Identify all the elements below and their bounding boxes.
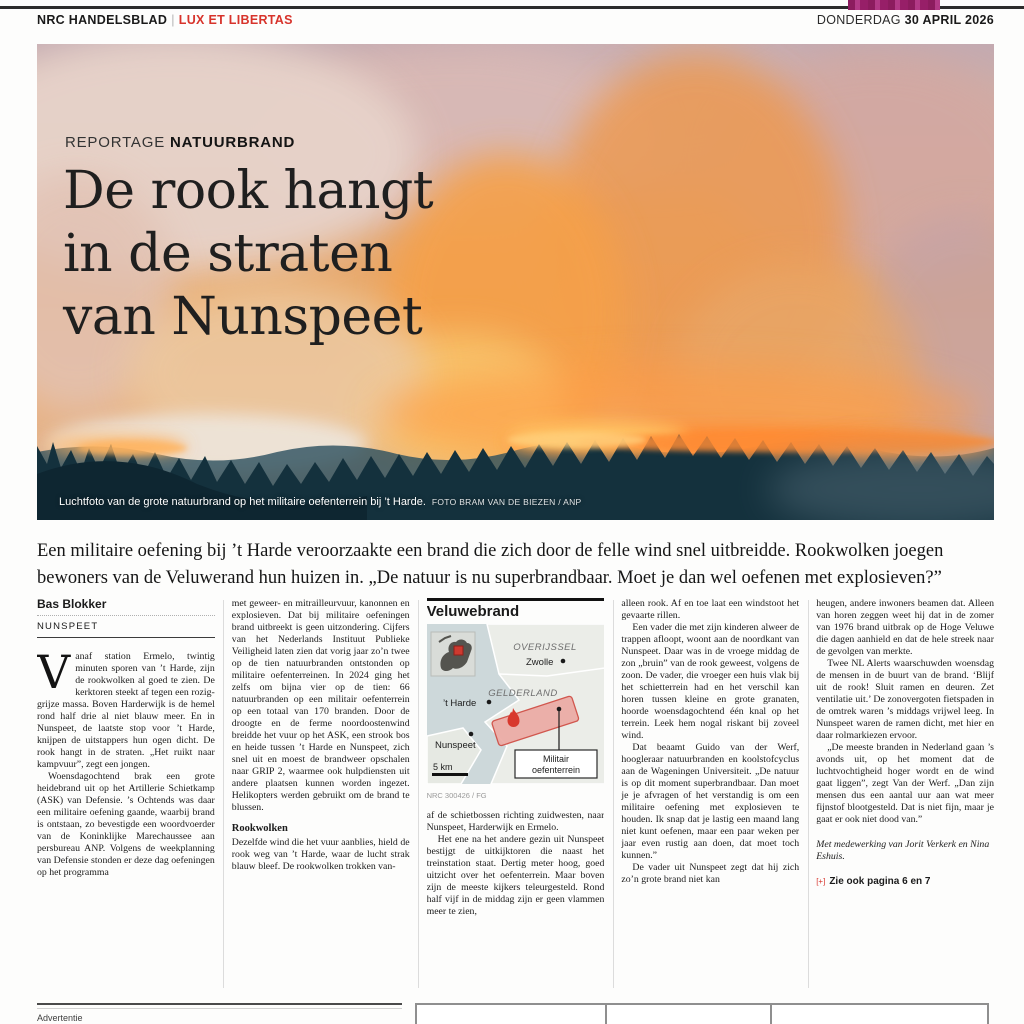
callout-label: oefenterrein (531, 764, 580, 775)
byline-name: Bas Blokker (37, 598, 215, 616)
article-column-4 (621, 598, 799, 990)
footer-rule-light (37, 1008, 402, 1009)
advert-divider (770, 1005, 772, 1024)
city-label-zwolle: Zwolle (525, 656, 554, 668)
dateline: NUNSPEET (37, 616, 215, 638)
article-column-3 (427, 598, 605, 990)
paragraph: Het ene na het andere gezin uit Nunspeet bestijgt de uitkijktoren die naast het treinstation staat. Dertig meter hoog, goed uitzicht over het oefenterrein. Maar boven zijn de meeste kijkers teleurgesteld. Rond half vijf in de middag zijn er geen vlammen meer te zien, (426, 833, 605, 917)
headline-line: in de straten (63, 224, 393, 284)
callout-label: Militair (542, 753, 569, 764)
city-dot (560, 658, 565, 663)
masthead (37, 13, 994, 31)
dropcap: V (37, 645, 71, 699)
infographic-title: Veluwebrand (426, 602, 520, 620)
wildfire-photo (37, 44, 994, 520)
article-column-5 (816, 598, 994, 990)
see-also (816, 876, 994, 888)
article-column-2 (232, 598, 410, 990)
headline-line: De rook hangt (63, 161, 434, 221)
scale-bar (432, 773, 468, 776)
corner-graphic (848, 0, 940, 10)
advert-box (415, 1003, 989, 1024)
see-also-icon: [+] (816, 877, 826, 886)
article-columns (37, 598, 994, 990)
scale-label: 5 km (432, 761, 453, 772)
paragraph: Twee NL Alerts waarschuwden woensdag de mensen in de buurt van de brand. ‘Blijf uit de rook! Sluit ramen en deuren. Zet ventilatie uit.’ De zonovergoten fietspaden in de omtrek waren ’s middags vrijwel leeg. In Nunspeet waren de ramen dicht, met hier en daar rolmarkiezen ervoor. (816, 658, 994, 741)
veluwe-map (427, 624, 605, 784)
photo-caption: Luchtfoto van de grote natuurbrand op het militaire oefenterrein bij ’t Harde. FOTO BRAM VAN DE BIEZEN / ANP (59, 496, 582, 508)
caption-credit: FOTO BRAM VAN DE BIEZEN / ANP (431, 497, 582, 507)
paper-name: NRC HANDELSBLAD (37, 13, 168, 27)
article-intro: Een militaire oefening bij ’t Harde veroorzaakte een brand die zich door de felle wind snel uitbreidde. Rookwolken joegen bewoners van de Veluwerand hun huizen in. „De natuur is nu superbrandbaar. Moet je dan wel oefenen met explosieven?” (37, 541, 944, 588)
province-label-gelderland: GELDERLAND (487, 687, 558, 699)
column-divider (418, 600, 419, 988)
footer-rule (37, 1003, 402, 1005)
kicker-label: REPORTAGE (65, 134, 165, 151)
infographic-rule (427, 598, 605, 601)
contributors-note: Met medewerking van Jorit Verkerk en Nina Eshuis. (816, 839, 990, 862)
paragraph: alleen rook. Af en toe laat een windstoot het gevaarte rillen. (621, 598, 800, 621)
paragraph: Vanaf station Ermelo, twintig minuten sporen van ’t Harde, zijn de rookwolken al goed te zien. De kerktoren steekt af tegen een rozig-grijze massa. Boven Harderwijk is de hemel rond half drie al niet blauw meer. En in Nunspeet, de laatste stop voor ’t Harde, knijpen de uitstappers hun ogen dicht. De rook hangt in de straten. „Het ruikt naar kampvuur”, zegt een jongen. (37, 645, 215, 770)
article-kicker (65, 134, 295, 151)
city-label-t-harde: ’t Harde (442, 697, 476, 709)
article-column-1 (37, 598, 215, 990)
headline (63, 160, 433, 349)
netherlands-inset (431, 632, 475, 676)
see-also-label: Zie ook pagina 6 en 7 (829, 876, 931, 887)
infographic (427, 598, 605, 802)
advert-divider (605, 1005, 607, 1024)
advert-label: Advertentie (37, 1013, 83, 1023)
paragraph: af de schietbossen richting zuidwesten, naar Nunspeet, Harderwijk en Ermelo. (426, 809, 605, 833)
province-label-overijssel: OVERIJSSEL (512, 641, 577, 653)
city-dot (486, 699, 491, 704)
paragraph: met geweer- en mitrailleurvuur, kanonnen en explosieven. Dat bij militaire oefeningen brand uitbreekt is geen uitzondering. Cijfers van het Nederlands Instituut Publieke Veiligheid laten zien dat vorig jaar zo’n twee op de tien natuurbranden ontstonden op militaire oefenterreinen. In 2024 ging het zelfs om bijna vier op de tien: 66 natuurbranden op een militair oefenterrein op een totaal van 170 branden. Door de droogte en de ferme noordoostenwind breidde het vuur op het ASK, een strook bos en heide tussen ’t Harde en Nunspeet, zich snel uit en moest de brandweer opschalen naar GRIP 2, waarmee ook hulpdiensten uit andere plaatsen kunnen worden ingezet. Helikopters werden gebruikt om de brand te blussen. (231, 598, 410, 813)
column-divider (808, 600, 809, 988)
paragraph: Een vader die met zijn kinderen alweer de trappen afloopt, woont aan de noordkant van Nunspeet. Daar was in de vroege middag de zon „bruin” van de rook geweest, volgens de zoon. De vader, die vroeger een huis vlak bij het schietterrein had en het verschil kan horen tussen kleine en grote granaten, hoorde woensdagochtend één knal op het terrein. Leek hem nogal riskant bij zoveel wind. (621, 622, 800, 741)
city-dot (468, 731, 473, 736)
masthead-separator: | (171, 13, 175, 27)
map-credit: NRC 300426 / FG (426, 790, 487, 800)
paragraph: Dezelfde wind die het vuur aanblies, hield de rook weg van ’t Harde, waar de lucht strak blauw bleef. De rookwolken trokken van- (231, 837, 410, 872)
subhead-rookwolken: Rookwolken (231, 823, 288, 834)
paragraph: „De meeste branden in Nederland gaan ’s avonds uit, op het moment dat de luchtvochtigheid hoger wordt en de wind gaat liggen”, zegt Van der Werf. „Dan zijn mensen dus een aantal uur aan wat meer fijnstof blootgesteld. Dat is niet fijn, maar je gaat er ook niet dood van.” (816, 742, 994, 825)
inset-region-marker (454, 646, 463, 655)
paragraph: heugen, andere inwoners beamen dat. Alleen van horen zeggen weet hij dat in de zomer van 1976 brand uitbrak op de Hoge Veluwe die dagen aanhield en dat de hele streek naar de gevolgen van merkte. (816, 598, 994, 657)
column-divider (223, 600, 224, 988)
kicker-topic: NATUURBRAND (169, 134, 296, 151)
issue-date: DONDERDAG 30 APRIL 2026 (816, 13, 994, 27)
paragraph: Woensdagochtend brak een grote heidebrand uit op het Artillerie Schietkamp (ASK) van Defensie. ’s Ochtends was daar een militaire oefening gaande, waarbij brand is ontstaan, zo bevestigde een woordvoerder van de Koninklijke Marechaussee aan persbureau ANP. Volgens de weekplanning van Defensie stonden er deze dag oefeningen op het programma (37, 771, 215, 878)
column-divider (613, 600, 614, 988)
paper-motto: LUX ET LIBERTAS (178, 13, 293, 27)
paragraph: Dat beaamt Guido van der Werf, hoogleraar natuurbranden en koolstofcyclus aan de Wageningen Universiteit. „De natuur is op dit moment superbrandbaar. Dan moet je je afvragen of het verstandig is om een militaire oefening met explosieven te houden. Ik snap dat je lastig een maand lang niet kunt oefenen, maar een paar weken per jaar even rustig aan doen, dat moet toch kunnen.” (621, 742, 800, 861)
city-label-nunspeet: Nunspeet (434, 739, 476, 751)
headline-line: van Nunspeet (63, 287, 423, 347)
paragraph: De vader uit Nunspeet zegt dat hij zich zo’n grote brand niet kan (621, 862, 800, 885)
